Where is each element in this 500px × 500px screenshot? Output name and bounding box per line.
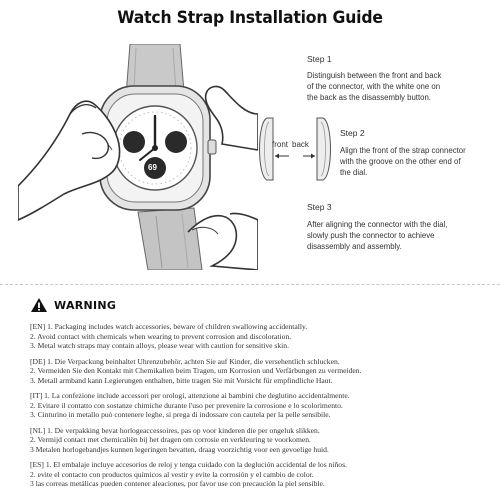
back-label: back	[292, 140, 309, 149]
warning-header	[30, 297, 116, 313]
step-3-text: After aligning the connector with the dial, slowly push the connector to achieve disassembly and assembly.	[307, 220, 448, 251]
connector-drawing	[255, 114, 335, 184]
dial-label-top-left: 92	[127, 126, 135, 133]
warning-icon	[30, 297, 48, 313]
step-1-label: Step 1	[307, 54, 332, 64]
warning-block-en: [EN] 1. Packaging includes watch accessories, beware of children swallowing accidentally. 2. Avoid contact with chemicals when wearing to prevent corrosion and discoloration. 3. Metal watch straps may contain alloys, please wear with caution for sensitive skin.	[30, 322, 308, 351]
step-2-text: Align the front of the strap connector with the groove on the other end of the dial.	[340, 146, 466, 177]
watch-drawing	[18, 44, 258, 270]
watch-illustration	[18, 44, 258, 270]
section-divider	[0, 284, 500, 285]
step-2-label: Step 2	[340, 128, 365, 138]
warning-label: WARNING	[54, 298, 117, 312]
dial-label-bottom: 69	[148, 163, 157, 172]
warning-list	[30, 322, 490, 495]
step-1-text: Distinguish between the front and back of the connector, with the white one on the back as the disassembly button.	[307, 71, 442, 102]
dial-label-top-right: 82	[169, 126, 177, 133]
warning-block-it: [IT] 1. La confezione include accessori per orologi, attenzione ai bambini che deglutino accidentalmente. 2. Evitare il contatto con sostanze chimiche durante l'uso per prevenire la corrosione e lo scolorimento. 3. Cinturino in metallo può contenere leghe, si prega di indossare con cautela per la pelle sensibile.	[30, 391, 350, 420]
page-title: Watch Strap Installation Guide	[117, 8, 383, 28]
front-label: front	[272, 140, 289, 149]
warning-block-es: [ES] 1. El embalaje incluye accesorios de reloj y tenga cuidado con la deglución accidental de los niños. 2. evite el contacto con productos químicos al vestir y evite la corrosión y el cambio de color. 3 las correas metálicas pueden contener aleaciones, por favor use con precaución la piel sensible.	[30, 460, 347, 489]
warning-block-de: [DE] 1. Die Verpackung beinhaltet Uhrenzubehör, achten Sie auf Kinder, die versehentlich schlucken. 2. Vermeiden Sie den Kontakt mit Chemikalien beim Tragen, um Korrosion und Verfärbungen zu vermeiden. 3. Metall armband kann Legierungen enthalten, bitte tragen Sie mit Vorsicht für empfindliche Haut.	[30, 356, 362, 385]
step-3-label: Step 3	[307, 202, 332, 212]
connector-diagram	[255, 114, 335, 184]
warning-block-nl: [NL] 1. De verpakking bevat horlogeaccessoires, pas op voor kinderen die per ongeluk slikken. 2. Vermijd contact met chemicaliën bij het dragen om corrosie en verkleuring te voorkomen. 3 Metalen horlogebandjes kunnen legeringen bevatten, draag voorzichtig voor een gevoelige huid.	[30, 425, 329, 454]
